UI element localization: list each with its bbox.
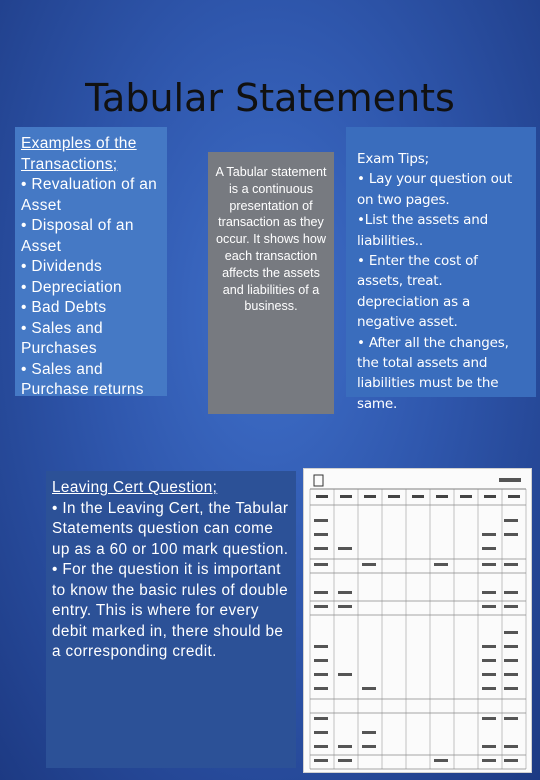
definition-text: A Tabular statement is a continuous presentation of transaction as they occur. It shows how each transaction affects the assets and liabilities of a business. [215, 165, 327, 314]
ledger-table-graphic [304, 469, 531, 772]
exam-tips-item: • Lay your question out on two pages. [357, 171, 513, 208]
exam-tips-heading: Exam Tips; [357, 151, 429, 167]
exam-tips-item: • Enter the cost of assets, treat. depreciation as a negative asset. [357, 253, 478, 331]
leaving-cert-box [46, 471, 296, 768]
examples-item: • Depreciation [21, 278, 122, 296]
examples-item: • Disposal of an Asset [21, 217, 134, 255]
examples-item: • Dividends [21, 258, 103, 275]
exam-tips-item: • After all the changes, the total assets and liabilities must be the same. [357, 334, 509, 412]
slide-title: Tabular Statements [85, 76, 455, 120]
leaving-cert-item: • In the Leaving Cert, the Tabular Statements question can come up as a 60 or 100 mark question. [52, 499, 289, 558]
leaving-cert-item: • For the question it is important to know the basic rules of double entry. This is where for every debit marked in, there should be a corresponding credit. [52, 561, 288, 660]
leaving-cert-heading: Leaving Cert Question; [52, 479, 218, 496]
examples-box [15, 127, 167, 396]
examples-item: • Sales and Purchase returns [21, 360, 144, 398]
examples-item: • Sales and Purchases [21, 319, 103, 357]
examples-heading: Examples of the Transactions; [21, 135, 137, 173]
definition-box [208, 152, 334, 414]
examples-item: • Revaluation of an Asset [21, 176, 158, 214]
exam-tips-item: •List the assets and liabilities.. [357, 212, 488, 249]
examples-item: • Bad Debts [21, 299, 107, 316]
tabular-statement-example-image [303, 468, 532, 773]
exam-tips-box [346, 127, 536, 412]
